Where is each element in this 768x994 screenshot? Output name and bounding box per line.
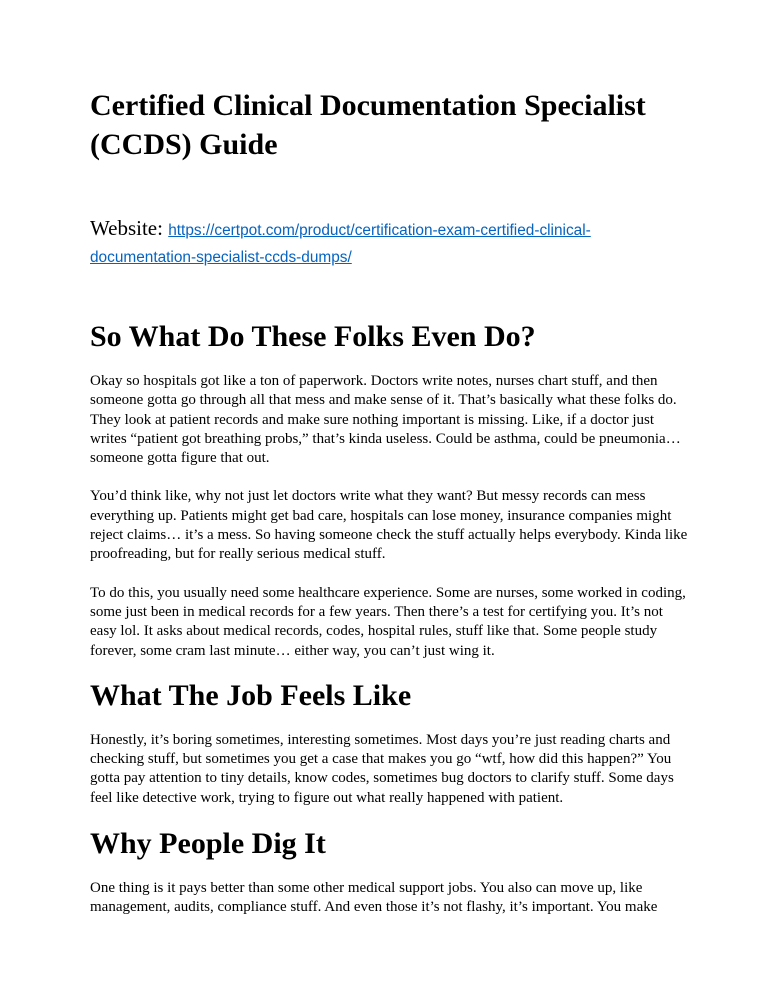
section-heading-what-they-do: So What Do These Folks Even Do? xyxy=(90,320,536,353)
document-page xyxy=(90,86,690,918)
paragraph: Okay so hospitals got like a ton of paperwork. Doctors write notes, nurses chart stuff, and then someone gotta go through all that mess and make sense of it. That’s basically what these folks do. They look at patient records and make sure nothing important is missing. Like, if a doctor just writes “patient got breathing probs,” that’s kinda useless. Could be asthma, could be pneumonia… someone gotta figure that out. xyxy=(90,373,681,467)
paragraph: Honestly, it’s boring sometimes, interesting sometimes. Most days you’re just reading charts and checking stuff, but sometimes you get a case that makes you go “wtf, how did this happen?” You gotta pay attention to tiny details, know codes, sometimes bug doctors to clarify stuff. Some days feel like detective work, trying to figure out what really happened with patient. xyxy=(90,731,674,806)
website-label: Website: xyxy=(90,216,163,240)
website-line xyxy=(90,216,690,270)
document-title: Certified Clinical Documentation Specialist (CCDS) Guide xyxy=(90,89,646,161)
paragraph: To do this, you usually need some healthcare experience. Some are nurses, some worked in coding, some just been in medical records for a few years. Then there’s a test for certifying you. It’s not easy lol. It asks about medical records, codes, hospital rules, stuff like that. Some people study forever, some cram last minute… either way, you can’t just wing it. xyxy=(90,584,686,659)
section-heading-why-people-dig-it: Why People Dig It xyxy=(90,827,326,861)
website-link[interactable]: https://certpot.com/product/certification-exam-certified-clinical-documentation-specialist-ccds-dumps/ xyxy=(90,222,591,266)
paragraph: You’d think like, why not just let doctors write what they want? But messy records can mess everything up. Patients might get bad care, hospitals can lose money, insurance companies might reject claims… it’s a mess. So having someone check the stuff actually helps everybody. Kinda like proofreading, but for really serious medical stuff. xyxy=(90,488,688,563)
section-heading-job-feels-like: What The Job Feels Like xyxy=(90,678,412,712)
paragraph: One thing is it pays better than some other medical support jobs. You also can move up, like management, audits, compliance stuff. And even those it’s not flashy, it’s important. You make xyxy=(90,880,658,916)
